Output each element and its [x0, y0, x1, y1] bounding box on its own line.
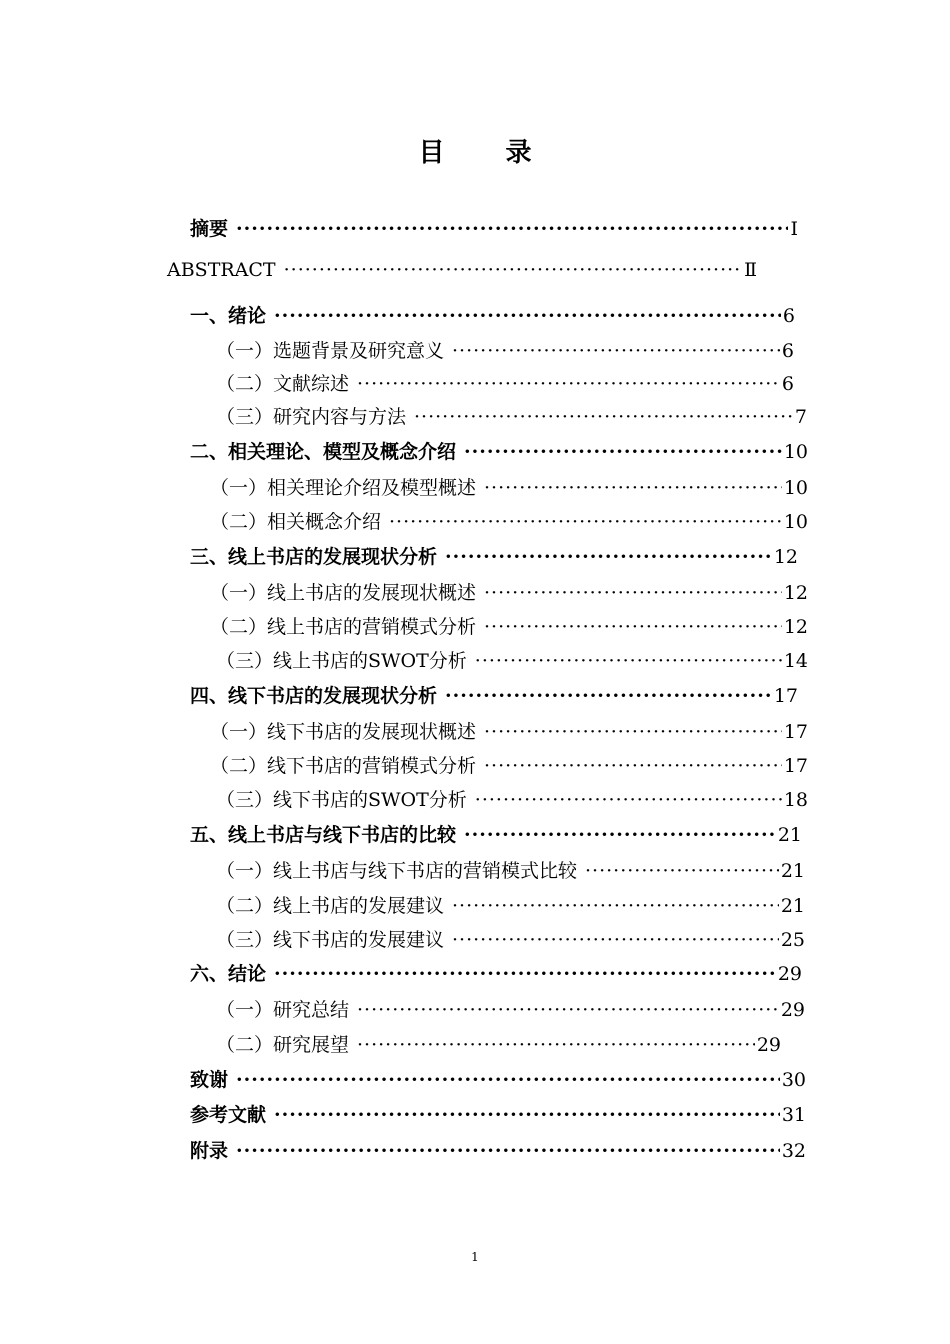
toc-entry[interactable] — [210, 578, 808, 608]
toc-entry-page: 12 — [783, 616, 808, 638]
toc-entry-label: （一）线上书店与线下书店的营销模式比较 — [216, 860, 578, 882]
toc-entry-page: 30 — [781, 1069, 806, 1091]
toc-entry[interactable] — [216, 369, 794, 399]
toc-entry[interactable] — [216, 995, 805, 1025]
toc-entry-label: （一）线上书店的发展现状概述 — [210, 582, 477, 604]
toc-entry[interactable] — [216, 891, 805, 921]
dot-leader — [475, 650, 782, 672]
toc-entry[interactable] — [167, 259, 757, 289]
toc-entry-page: 10 — [783, 511, 808, 533]
toc-entry[interactable] — [216, 856, 805, 886]
toc-entry-page: 12 — [783, 582, 808, 604]
toc-entry[interactable] — [216, 402, 807, 432]
toc-entry[interactable] — [190, 1100, 806, 1130]
toc-entry-label: （一）相关理论介绍及模型概述 — [210, 477, 477, 499]
toc-entry-page: 25 — [780, 929, 805, 951]
toc-entry[interactable] — [210, 751, 808, 781]
toc-entry-label: 致谢 — [190, 1069, 229, 1091]
toc-entry-page: 32 — [781, 1140, 806, 1162]
toc-entry-label: （一）线下书店的发展现状概述 — [210, 721, 477, 743]
dot-leader — [274, 1104, 780, 1126]
toc-entry-label: 一、绪论 — [190, 305, 267, 327]
dot-leader — [585, 860, 779, 882]
toc-entry[interactable] — [190, 681, 798, 711]
toc-entry-page: 17 — [783, 755, 808, 777]
dot-leader — [445, 546, 772, 568]
toc-entry-page: 6 — [782, 305, 795, 327]
dot-leader — [484, 616, 782, 638]
dot-leader — [236, 1140, 780, 1162]
dot-leader — [484, 477, 782, 499]
toc-entry-page: Ⅰ — [790, 218, 798, 240]
dot-leader — [236, 218, 788, 240]
toc-entry[interactable] — [210, 473, 808, 503]
toc-entry[interactable] — [216, 785, 808, 815]
toc-entry-label: 五、线上书店与线下书店的比较 — [190, 824, 457, 846]
dot-leader — [357, 1034, 755, 1056]
toc-entry-page: Ⅱ — [744, 259, 757, 281]
toc-entry[interactable] — [190, 437, 808, 467]
dot-leader — [389, 511, 782, 533]
dot-leader — [464, 441, 782, 463]
toc-entry-page: 18 — [783, 789, 808, 811]
toc-entry-label: （三）研究内容与方法 — [216, 406, 407, 428]
toc-entry-label: ABSTRACT — [167, 259, 276, 281]
toc-entry[interactable] — [216, 646, 808, 676]
dot-leader — [274, 305, 781, 327]
dot-leader — [475, 789, 782, 811]
toc-entry-label: 六、结论 — [190, 963, 267, 985]
toc-entry[interactable] — [190, 1065, 806, 1095]
toc-entry[interactable] — [210, 612, 808, 642]
toc-entry-label: （三）线下书店的发展建议 — [216, 929, 445, 951]
toc-entry[interactable] — [216, 1030, 781, 1060]
toc-entry-label: （二）研究展望 — [216, 1034, 350, 1056]
toc-entry-label: 三、线上书店的发展现状分析 — [190, 546, 438, 568]
toc-entry-page: 29 — [756, 1034, 781, 1056]
toc-entry-page: 21 — [780, 860, 805, 882]
dot-leader — [452, 340, 780, 362]
toc-entry[interactable] — [190, 301, 795, 331]
toc-entry-page: 17 — [783, 721, 808, 743]
toc-entry-page: 12 — [773, 546, 798, 568]
toc-entry-page: 6 — [781, 373, 794, 395]
toc-entry[interactable] — [210, 717, 808, 747]
toc-entry-label: 四、线下书店的发展现状分析 — [190, 685, 438, 707]
dot-leader — [464, 824, 776, 846]
dot-leader — [484, 721, 782, 743]
dot-leader — [445, 685, 772, 707]
toc-entry-label: （二）相关概念介绍 — [210, 511, 382, 533]
toc-entry-page: 29 — [777, 963, 802, 985]
page-number: 1 — [471, 1250, 479, 1264]
toc-entry-label: （三）线上书店的SWOT分析 — [216, 650, 467, 672]
toc-entry-page: 17 — [773, 685, 798, 707]
toc-entry-page: 31 — [781, 1104, 806, 1126]
dot-leader — [452, 929, 779, 951]
toc-entry[interactable] — [190, 542, 798, 572]
dot-leader — [484, 755, 782, 777]
toc-entry-label: （一）研究总结 — [216, 999, 350, 1021]
toc-entry[interactable] — [216, 925, 805, 955]
toc-entry-label: （一）选题背景及研究意义 — [216, 340, 445, 362]
toc-entry-label: 二、相关理论、模型及概念介绍 — [190, 441, 457, 463]
toc-entry-page: 10 — [783, 441, 808, 463]
toc-entry-page: 6 — [781, 340, 794, 362]
toc-entry-label: （二）线下书店的营销模式分析 — [210, 755, 477, 777]
dot-leader — [484, 582, 782, 604]
toc-entry[interactable] — [190, 1136, 806, 1166]
toc-entry[interactable] — [190, 214, 798, 244]
toc-entry[interactable] — [190, 820, 802, 850]
dot-leader — [452, 895, 779, 917]
toc-entry-label: 参考文献 — [190, 1104, 267, 1126]
toc-entry-page: 10 — [783, 477, 808, 499]
toc-entry[interactable] — [190, 959, 802, 989]
toc-entry[interactable] — [210, 507, 808, 537]
toc-entry-page: 21 — [780, 895, 805, 917]
dot-leader — [274, 963, 776, 985]
toc-entry[interactable] — [216, 336, 794, 366]
dot-leader — [357, 999, 779, 1021]
toc-entry-label: （二）线上书店的营销模式分析 — [210, 616, 477, 638]
toc-entry-label: 摘要 — [190, 218, 229, 240]
dot-leader — [414, 406, 793, 428]
toc-entry-page: 21 — [777, 824, 802, 846]
dot-leader — [284, 259, 742, 281]
toc-entry-label: （二）文献综述 — [216, 373, 350, 395]
toc-entry-label: （二）线上书店的发展建议 — [216, 895, 445, 917]
toc-entry-page: 7 — [794, 406, 807, 428]
toc-entry-label: 附录 — [190, 1140, 229, 1162]
dot-leader — [357, 373, 780, 395]
toc-entry-label: （三）线下书店的SWOT分析 — [216, 789, 467, 811]
toc-entry-page: 29 — [780, 999, 805, 1021]
toc-entry-page: 14 — [783, 650, 808, 672]
dot-leader — [236, 1069, 780, 1091]
toc-title: 目 录 — [418, 138, 558, 168]
